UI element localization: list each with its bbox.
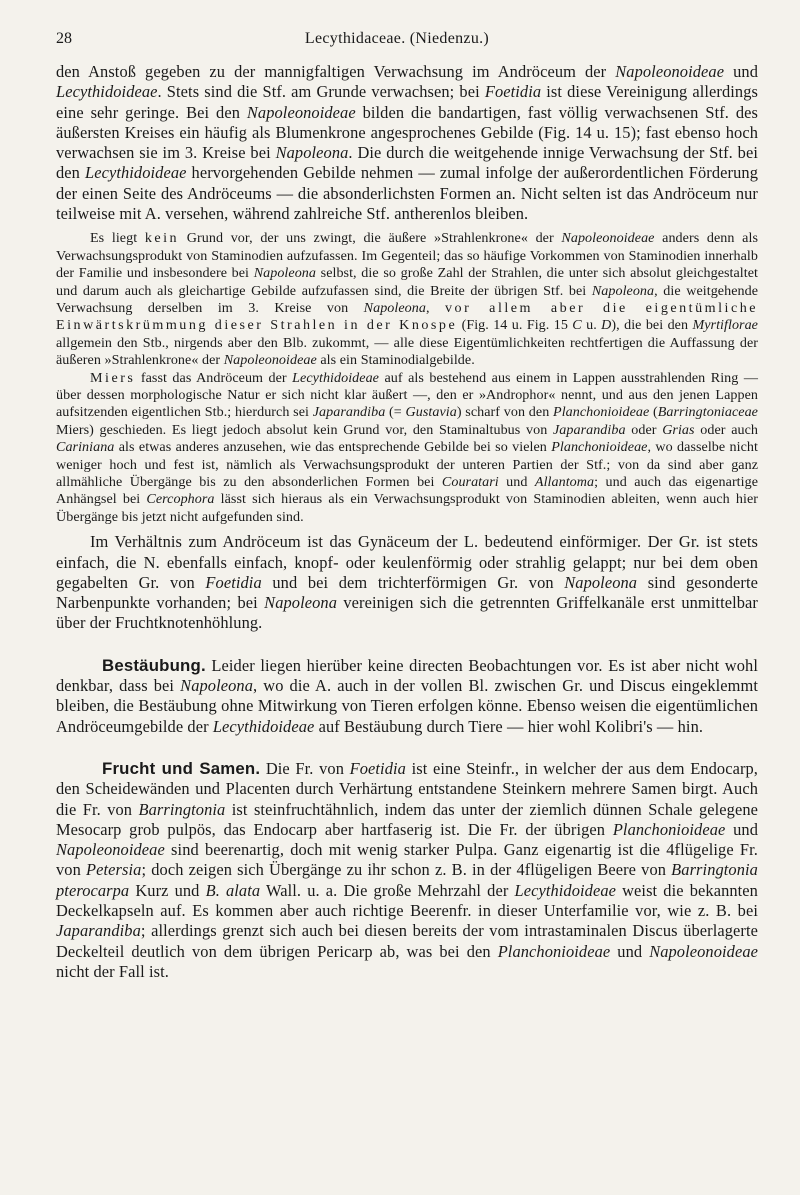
paragraph-androeceum-intro: den Anstoß gegeben zu der mannigfaltigen Verwachsung im Andröceum der Napoleonoideae und Lecythidoideae. Stets sind die Stf. am Grunde verwachsen; bei Foetidia ist diese Vereinigung allerdings eine sehr geringe. Bei den Napoleonoideae bilden die bandartigen, fast völlig verwachsenen Stf. des äußersten Kreises ein häufig als Blumenkrone angesprochenes Gebilde (Fig. 14 u. 15); fast ebenso hoch verwachsen sie im 3. Kreise bei Napoleona. Die durch die weitgehende innige Verwachsung der Stf. bei den Lecythidoideae hervorgehenden Gebilde nehmen — zumal infolge der außerordentlichen Förderung der einen Seite des Andröceums — die absonderlichsten Formen an. Nicht selten ist das Andröceum nur teilweise mit A. versehen, während zahlreiche Stf. antherenlos bleiben. (56, 62, 759, 224)
section-bestaeubung: Bestäubung. Leider liegen hierüber keine directen Beobachtungen vor. Es ist aber nicht wohl denkbar, dass bei Napoleona, wo die A. auch in der vollen Bl. zwischen Gr. und Discus eingeklemmt bleiben, die Bestäubung ohne Mitwirkung von Tieren erfolgen könne. Ebenso weisen die eigentümlichen Andröceumgebilde der Lecythidoideae auf Bestäubung durch Tiere — hier wohl Kolibri's — hin. (56, 655, 759, 736)
body-text (56, 62, 758, 982)
running-head: Lecythidaceae. (Niedenzu.) (304, 30, 490, 47)
paragraph-gynaeceum: Im Verhältnis zum Andröceum ist das Gynäceum der L. bedeutend einförmiger. Der Gr. ist stets einfach, die N. ebenfalls einfach, knopf- oder keulenförmig oder strahlig gelappt; nur bei dem oben gegabelten Gr. von Foetidia und bei dem trichterförmigen Gr. von Napoleona sind gesonderte Narbenpunkte vorhanden; bei Napoleona vereinigen sich die getrennten Griffelkanäle erst unmittelbar über der Fruchtknotenhöhlung. (56, 532, 758, 633)
section-heading-frucht-und-samen: Frucht und Samen. (102, 758, 261, 778)
page-header (56, 30, 758, 48)
section-heading-bestaeubung: Bestäubung. (102, 655, 206, 675)
paragraph-strahlenkrone: Es liegt kein Grund vor, der uns zwingt, die äußere »Strahlenkrone« der Napoleonoideae anders denn als Verwachsungsprodukt von Staminodien aufzufassen. Im Gegenteil; das so häufige Vorkommen von Staminodien innerhalb der Familie und insbesondere bei Napoleona selbst, die so große Zahl der Strahlen, die unter sich absolut gleichgestaltet und darum auch als gleichartige Gebilde aufzufassen sind, die Breite der übrigen Stf. bei Napoleona, die weitgehende Verwachsung derselben im 3. Kreise von Napoleona, vor allem aber die eigentümliche Einwärtskrümmung dieser Strahlen in der Knospe (Fig. 14 u. Fig. 15 C u. D), die bei den Myrtiflorae allgemein den Stb., nirgends aber den Blb. zukommt, — alle diese Eigentümlichkeiten rechtfertigen die Auffassung der äußeren »Strahlenkrone« der Napoleonoideae als ein Staminodialgebilde. (56, 230, 759, 369)
section-frucht-und-samen: Frucht und Samen. Die Fr. von Foetidia ist eine Steinfr., in welcher der aus dem Endocarp, den Scheidewänden und Placenten durch Verhärtung entstandene Steinkern mehrere Samen birgt. Auch die Fr. von Barringtonia ist steinfruchtähnlich, indem das unter der ziemlich dünnen Schale gelegene Mesocarp grob pulpös, das Endocarp aber hartfaserig ist. Die Fr. der übrigen Planchonioideae und Napoleonoideae sind beerenartig, doch mit wenig starker Pulpa. Ganz eigenartig ist die 4flügelige Fr. von Petersia; doch zeigen sich Übergänge zu ihr schon z. B. in der 4flügeligen Beere von Barringtonia pterocarpa Kurz und B. alata Wall. u. a. Die große Mehrzahl der Lecythidoideae weist die bekannten Deckelkapseln auf. Es kommen aber auch richtige Beerenfr. in dieser Unterfamilie vor, wie z. B. bei Japarandiba; allerdings grenzt sich auch bei diesen bereits der vom intrastaminalen Discus überlagerte Deckelteil deutlich von dem übrigen Pericarp ab, was bei den Planchonioideae und Napoleonoideae nicht der Fall ist. (56, 758, 759, 981)
paragraph-miers: Miers fasst das Andröceum der Lecythidoideae auf als bestehend aus einem in Lappen ausstrahlenden Ring — über dessen morphologische Natur er sich nicht klar äußert —, den er »Androphor« nennt, und aus den jenen Lappen aufsitzenden eigentlichen Stb.; hierdurch sei Japarandiba (= Gustavia) scharf von den Planchonioideae (Barringtoniaceae Miers) geschieden. Es liegt jedoch absolut kein Grund vor, den Staminaltubus von Japarandiba oder Grias oder auch Cariniana als etwas anderes anzusehen, wie das entsprechende Gebilde bei so vielen Planchonioideae, wo dasselbe nicht weniger hoch und fest ist, nämlich als Verwachsungsprodukt der unteren Partien der Stf.; von da sind aber ganz allmähliche Übergänge bis zu den absonderlichen Formen bei Couratari und Allantoma; und auch das eigenartige Anhängsel bei Cercophora lässt sich hieraus als ein Verwachsungsprodukt von Staminodien ableiten, wenn auch hier Übergänge bis jetzt nicht aufgefunden sind. (56, 369, 759, 525)
page-number: 28 (56, 30, 72, 47)
